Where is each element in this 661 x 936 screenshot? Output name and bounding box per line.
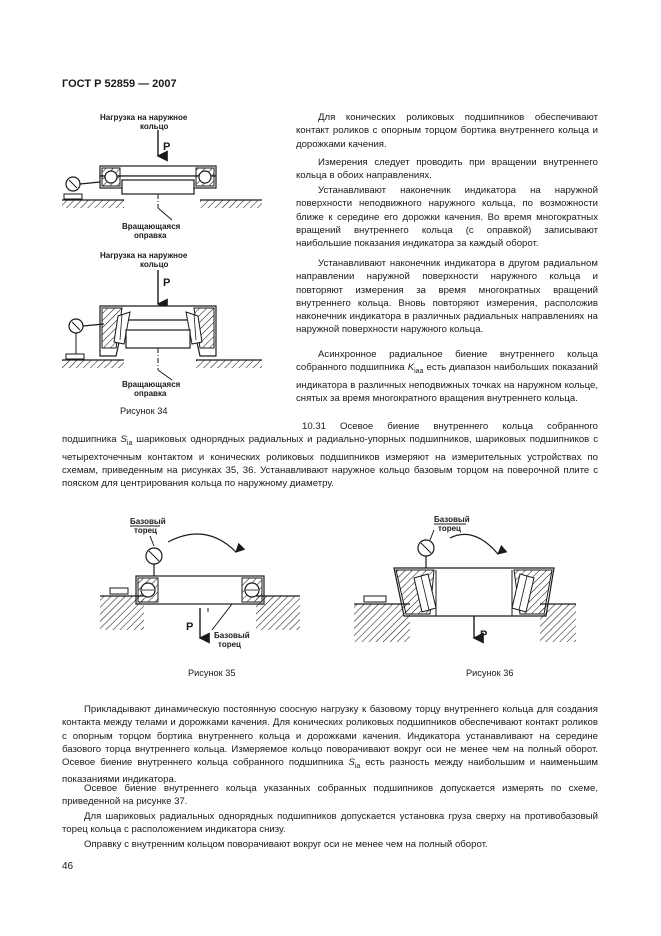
fig35-base-face-top: Базовый торец [130,517,166,535]
fig35-base-face-bottom: Базовый торец [214,631,250,649]
rotation-arrow-icon [450,534,498,554]
paragraph-kiaa: Асинхронное радиальное биение внутреннего кольца собранного подшипника $K_{iaa}$ есть диапазон наибольших показаний индикатора в различных неподвижных точках на наружном кольце, снятых за время многократного вращения внутреннего кольца. [296,349,598,404]
page-number: 46 [62,861,74,872]
ball-icon [199,171,211,183]
paragraph: Устанавливают наконечник индикатора в другом радиальном направлении наружной поверхности наружного кольца и повторяют измерения за время многократных вращений внутреннего кольца. Вновь повторяют измерения, расположив наконечник индикатора в различных радиальных направлениях на наружной поверхности наружного кольца. [296,258,598,336]
fig36-base-face: Базовый торец [434,515,470,533]
paragraph: Осевое биение внутреннего кольца указанных собранных подшипников допускается измерять по схеме, приведенной на рисунке 37. [62,783,598,808]
figure-35-caption: Рисунок 35 [188,668,236,678]
figure-34-caption: Рисунок 34 [120,406,168,416]
section-10-31: 10.31 Осевое биение внутреннего кольца собранного подшипника $S_{ia}$ шариковых однорядных радиальных и радиально-упорных подшипников, шариковых подшипников с четырехточечным контактом и конических роликовых подшипников измеряют на измерительных устройствах по схемам, приведенным на рисунках 35, 36. Устанавливают наружное кольцо базовым торцом на поверочной плите с пояском для центрирования кольца по наружному диаметру. [62,421,598,490]
fig34-mandrel-label-bottom: Вращающаяся оправка [122,380,181,398]
document-header: ГОСТ Р 52859 — 2007 [62,78,177,90]
ball-icon [105,171,117,183]
paragraph: Для конических роликовых подшипников обеспечивают контакт роликов с опорным торцом бортика внутреннего кольца и дорожками качения. [296,112,598,150]
figure-36-caption: Рисунок 36 [466,668,514,678]
fig36-force-p: P [480,629,488,641]
fig34-load-label-mid: Нагрузка на наружное кольцо [100,251,188,269]
paragraph: Оправку с внутренним кольцом поворачивают вокруг оси не менее чем на полный оборот. [84,839,488,850]
paragraph: Измерения следует проводить при вращении внутреннего кольца в обоих направлениях. [296,157,598,182]
fig35-force-p: P [186,621,194,633]
figure-34 [60,108,290,398]
figure-36 [350,512,580,662]
paragraph: Прикладывают динамическую постоянную соосную нагрузку к базовому торцу внутреннего кольца для создания контакта между телами и дорожками качения. Для конических роликовых подшипников обеспечивают контакт роликов с опорным торцом бортика внутреннего кольца и дорожками качения. Индикатора устанавливают на середине базового торца внутреннего кольца. Измеряемое кольцо поворачивают вокруг оси не менее чем на полный оборот. Осевое биение внутреннего кольца собранного подшипника $S_{ia}$ есть разность между наибольшим и наименьшим показаниями индикатора. [62,704,598,786]
paragraph: Устанавливают наконечник индикатора на наружной поверхности неподвижного наружного кольца, по возможности ближе к середине его дорожки качения. Во время многократных вращений внутреннего кольца (с оправкой) записывают наибольшие показания индикатора за каждый оборот. [296,185,598,250]
fig34-force-p-top: P [163,141,171,153]
paragraph: Для шариковых радиальных однорядных подшипников допускается установка груза сверху на противобазовый торец кольца с расположением индикатора снизу. [62,811,598,836]
figure-35 [96,512,306,662]
fig34-force-p-bottom: P [163,277,171,289]
fig34-mandrel-label-top: Вращающаяся оправка [122,222,181,240]
fig34-load-label-top: Нагрузка на наружное кольцо [100,113,188,131]
rotation-arrow-icon [168,534,236,552]
